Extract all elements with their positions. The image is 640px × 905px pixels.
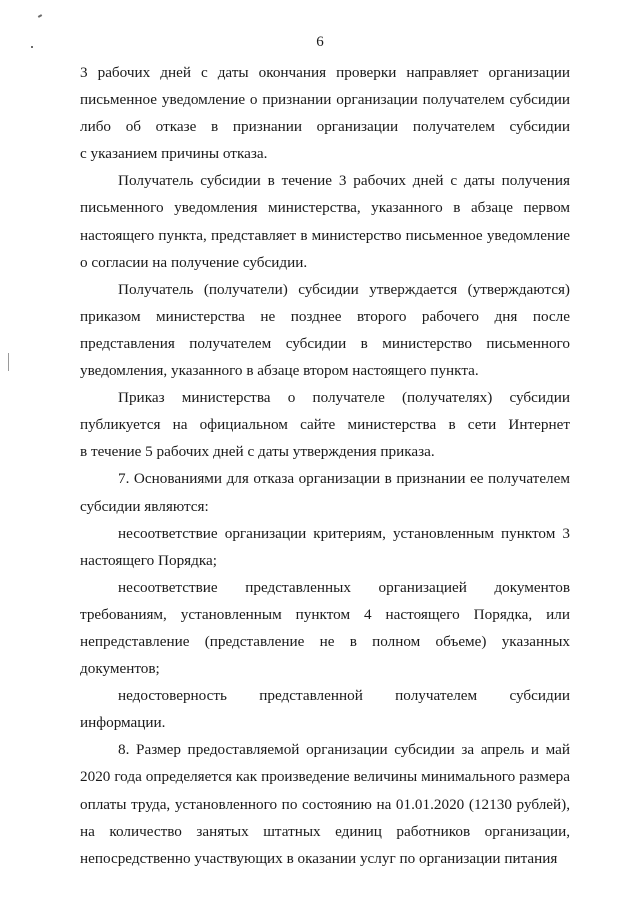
text-line: несоответствие представленных организацией документов <box>118 578 570 596</box>
scan-mark <box>8 353 9 371</box>
text-line: оплаты труда, установленного по состоянию на 01.01.2020 (12130 рублей), <box>80 795 570 813</box>
paragraph <box>80 574 570 682</box>
text-line: несоответствие организации критериям, установленным пунктом 3 <box>118 524 570 542</box>
text-line: настоящего пункта, представляет в министерство письменное уведомление <box>80 226 570 244</box>
paragraph <box>80 276 570 384</box>
paragraph <box>80 736 570 871</box>
text-line: публикуется на официальном сайте министерства в сети Интернет <box>80 416 570 434</box>
paragraph <box>80 167 570 275</box>
text-line: Получатель (получатели) субсидии утверждается (утверждаются) <box>118 280 570 298</box>
text-line: письменное уведомление о признании организации получателем субсидии <box>80 91 570 109</box>
text-line: с указанием причины отказа. <box>80 145 268 163</box>
text-line: Получатель субсидии в течение 3 рабочих дней с даты получения <box>118 172 570 190</box>
text-line: в течение 5 рабочих дней с даты утверждения приказа. <box>80 443 435 461</box>
text-line: либо об отказе в признании организации получателем субсидии <box>80 118 570 136</box>
text-line: субсидии являются: <box>80 497 209 515</box>
text-line: 3 рабочих дней с даты окончания проверки направляет организации <box>80 64 570 81</box>
text-line: о согласии на получение субсидии. <box>80 253 308 271</box>
paragraph <box>80 59 570 167</box>
text-line: настоящего Порядка; <box>80 551 217 569</box>
text-line: 7. Основаниями для отказа организации в признании ее получателем <box>118 470 570 488</box>
paragraph <box>80 682 570 736</box>
text-line: Приказ министерства о получателе (получателях) субсидии <box>118 389 570 407</box>
text-line: на количество занятых штатных единиц работников организации, <box>80 822 570 840</box>
text-line: приказом министерства не позднее второго рабочего дня после <box>80 307 570 325</box>
text-line: недостоверность представленной получателем субсидии <box>118 687 570 705</box>
text-line: представления получателем субсидии в министерство письменного <box>80 334 570 352</box>
text-line: непосредственно участвующих в оказании услуг по организации питания <box>80 849 558 867</box>
text-line: требованиям, установленным пунктом 4 настоящего Порядка, или <box>80 605 570 623</box>
text-line: непредставление (представление не в полном объеме) указанных <box>80 632 570 650</box>
paragraph <box>80 520 570 574</box>
text-line: 2020 года определяется как произведение величины минимального размера <box>80 768 570 786</box>
document-body <box>80 59 570 872</box>
text-line: 8. Размер предоставляемой организации субсидии за апрель и май <box>118 741 570 759</box>
scan-mark <box>38 14 42 18</box>
text-line: информации. <box>80 714 166 732</box>
text-line: письменного уведомления министерства, указанного в абзаце первом <box>80 199 570 217</box>
paragraph <box>80 465 570 519</box>
text-line: документов; <box>80 660 160 678</box>
text-line: уведомления, указанного в абзаце втором настоящего пункта. <box>80 362 479 380</box>
page-number: 6 <box>316 34 324 50</box>
paragraph <box>80 384 570 465</box>
